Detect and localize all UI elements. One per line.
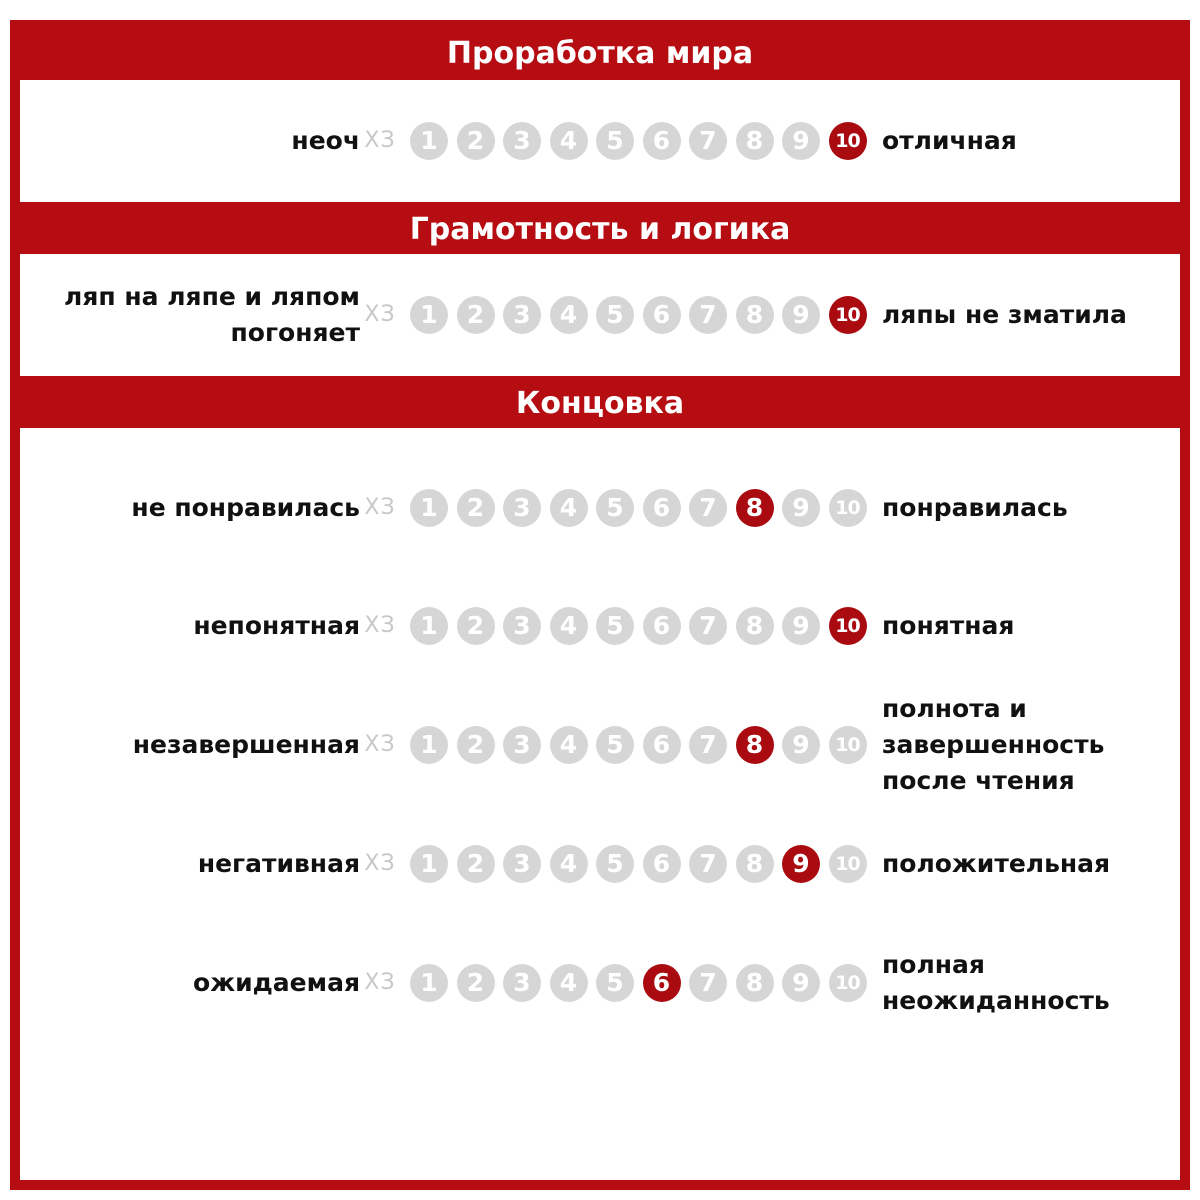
scale-number: 8	[736, 964, 774, 1002]
scale-number: 9	[782, 489, 820, 527]
scale-number: 3	[503, 122, 541, 160]
rating-row	[20, 923, 1180, 1043]
scale-unknown: ХЗ	[364, 732, 396, 757]
row-left-label: непонятная	[193, 611, 360, 640]
scale-number: 6	[643, 607, 681, 645]
section-title: Проработка мира	[446, 36, 754, 71]
section-body	[20, 80, 1180, 202]
scale-number: 2	[457, 964, 495, 1002]
rating-row	[20, 448, 1180, 568]
scale-unknown: ХЗ	[364, 970, 396, 995]
scale-number: 4	[550, 964, 588, 1002]
row-left-label: ляп на ляпе и ляпом погоняет	[64, 282, 360, 347]
scale-number: 8	[736, 607, 774, 645]
scale-number: 10	[829, 845, 867, 883]
rating-row	[20, 566, 1180, 686]
section-body	[20, 254, 1180, 376]
section-title: Концовка	[515, 386, 685, 421]
rating-card	[10, 20, 1190, 1190]
scale-number-selected: 10	[829, 122, 867, 160]
scale-unknown: ХЗ	[364, 128, 396, 153]
scale-number: 7	[689, 607, 727, 645]
section-body	[20, 428, 1180, 1180]
row-right-label: полная неожиданность	[882, 950, 1110, 1015]
scale-number: 7	[689, 964, 727, 1002]
scale-number-selected: 8	[736, 726, 774, 764]
scale-number: 2	[457, 122, 495, 160]
scale-number: 5	[596, 607, 634, 645]
scale-number: 4	[550, 296, 588, 334]
scale-number: 4	[550, 607, 588, 645]
scale-number: 1	[410, 726, 448, 764]
scale-number: 3	[503, 296, 541, 334]
scale-number: 5	[596, 726, 634, 764]
scale-number: 6	[643, 845, 681, 883]
scale-number: 1	[410, 296, 448, 334]
rating-row	[20, 80, 1180, 202]
scale-unknown: ХЗ	[364, 613, 396, 638]
scale-number: 7	[689, 296, 727, 334]
scale-number: 8	[736, 845, 774, 883]
scale-number: 9	[782, 726, 820, 764]
scale-unknown: ХЗ	[364, 302, 396, 327]
scale-number: 9	[782, 964, 820, 1002]
scale-number: 2	[457, 845, 495, 883]
row-right-label: понятная	[882, 611, 1015, 640]
scale-number: 2	[457, 726, 495, 764]
scale-number: 2	[457, 607, 495, 645]
scale-number: 2	[457, 489, 495, 527]
rating-row	[20, 804, 1180, 924]
scale-number: 3	[503, 489, 541, 527]
scale-number: 4	[550, 845, 588, 883]
scale-number-selected: 10	[829, 296, 867, 334]
scale-number: 6	[643, 726, 681, 764]
scale-number: 9	[782, 607, 820, 645]
scale-number: 1	[410, 845, 448, 883]
scale-number: 3	[503, 845, 541, 883]
scale-number-selected: 8	[736, 489, 774, 527]
section-title: Грамотность и логика	[409, 212, 791, 247]
scale-number: 2	[457, 296, 495, 334]
scale-number: 6	[643, 489, 681, 527]
scale-number: 6	[643, 296, 681, 334]
row-left-label: негативная	[197, 849, 360, 878]
scale-number: 3	[503, 607, 541, 645]
scale-number: 5	[596, 296, 634, 334]
scale-number: 1	[410, 964, 448, 1002]
scale-unknown: ХЗ	[364, 495, 396, 520]
row-right-label: понравилась	[882, 493, 1068, 522]
scale-number: 1	[410, 489, 448, 527]
scale-number: 5	[596, 122, 634, 160]
row-left-label: не понравилась	[131, 493, 360, 522]
scale-number: 4	[550, 122, 588, 160]
scale-number: 3	[503, 964, 541, 1002]
row-right-label: отличная	[882, 126, 1017, 155]
rating-row	[20, 254, 1180, 376]
scale-number: 10	[829, 726, 867, 764]
row-left-label: неоч	[291, 126, 360, 155]
scale-number: 6	[643, 122, 681, 160]
scale-number-selected: 10	[829, 607, 867, 645]
scale-number-selected: 6	[643, 964, 681, 1002]
scale-number: 4	[550, 726, 588, 764]
row-right-label: ляпы не зматила	[882, 300, 1127, 329]
scale-number: 3	[503, 726, 541, 764]
scale-number: 5	[596, 845, 634, 883]
scale-number: 9	[782, 296, 820, 334]
scale-number: 10	[829, 964, 867, 1002]
scale-number: 7	[689, 122, 727, 160]
scale-number: 8	[736, 296, 774, 334]
scale-number: 8	[736, 122, 774, 160]
scale-number: 1	[410, 607, 448, 645]
row-right-label: положительная	[882, 849, 1111, 878]
scale-number: 7	[689, 489, 727, 527]
scale-number: 10	[829, 489, 867, 527]
rating-row	[20, 685, 1180, 805]
scale-number-selected: 9	[782, 845, 820, 883]
scale-number: 7	[689, 845, 727, 883]
row-right-label: полнота и завершенность после чтения	[882, 694, 1105, 795]
row-left-label: незавершенная	[132, 730, 360, 759]
scale-number: 4	[550, 489, 588, 527]
row-left-label: ожидаемая	[193, 968, 360, 997]
scale-number: 5	[596, 489, 634, 527]
scale-number: 7	[689, 726, 727, 764]
scale-number: 9	[782, 122, 820, 160]
scale-number: 1	[410, 122, 448, 160]
scale-unknown: ХЗ	[364, 851, 396, 876]
scale-number: 5	[596, 964, 634, 1002]
